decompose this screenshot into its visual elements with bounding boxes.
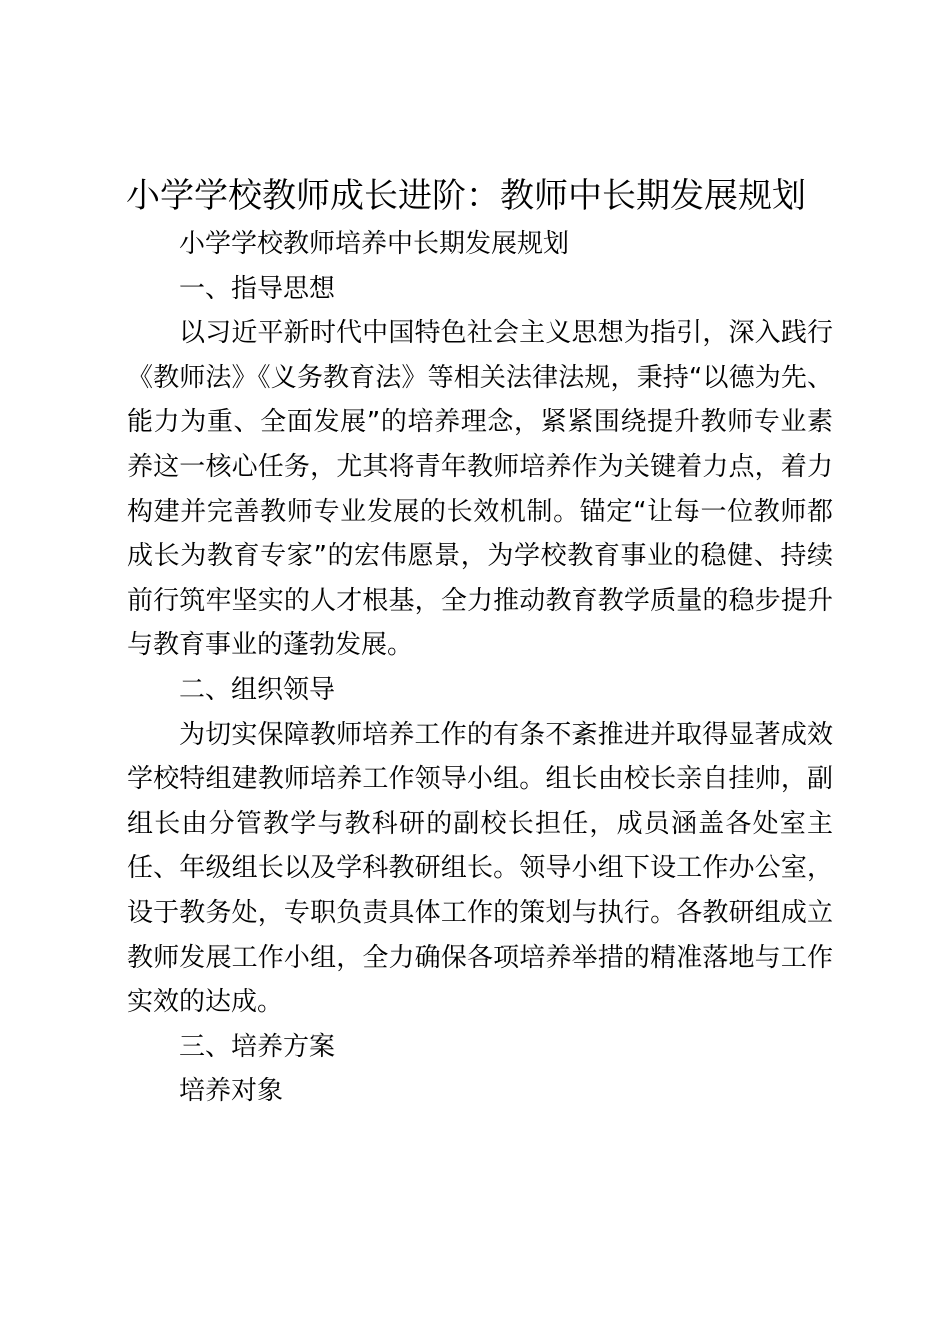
section-heading-guiding-thought: 一、指导思想: [179, 273, 336, 304]
section-heading-organization: 二、组织领导: [179, 674, 336, 705]
section-heading-training-plan: 三、培养方案: [179, 1031, 336, 1062]
document-body: [127, 222, 833, 1114]
section-paragraph-guiding-thought: 以习近平新时代中国特色社会主义思想为指引，深入践行《教师法》《义务教育法》等相关法律法规，秉持“以德为先、能力为重、全面发展”的培养理念，紧紧围绕提升教师专业素养这一核心任务，尤其将青年教师培养作为关键着力点，着力构建并完善教师专业发展的长效机制。锚定“让每一位教师都成长为教育专家”的宏伟愿景，为学校教育事业的稳健、持续前行筑牢坚实的人才根基，全力推动教育教学质量的稳步提升与教育事业的蓬勃发展。: [127, 318, 833, 661]
section-subheading-training-targets: 培养对象: [179, 1076, 284, 1107]
section-paragraph-organization: 为切实保障教师培养工作的有条不紊推进并取得显著成效学校特组建教师培养工作领导小组。组长由校长亲自挂帅，副组长由分管教学与教科研的副校长担任，成员涵盖各处室主任、年级组长以及学科教研组长。领导小组下设工作办公室，设于教务处，专职负责具体工作的策划与执行。各教研组成立教师发展工作小组，全力确保各项培养举措的精准落地与工作实效的达成。: [127, 719, 833, 1018]
document-title: 小学学校教师成长进阶：教师中长期发展规划: [126, 176, 806, 216]
document-subtitle: 小学学校教师培养中长期发展规划: [179, 229, 570, 259]
